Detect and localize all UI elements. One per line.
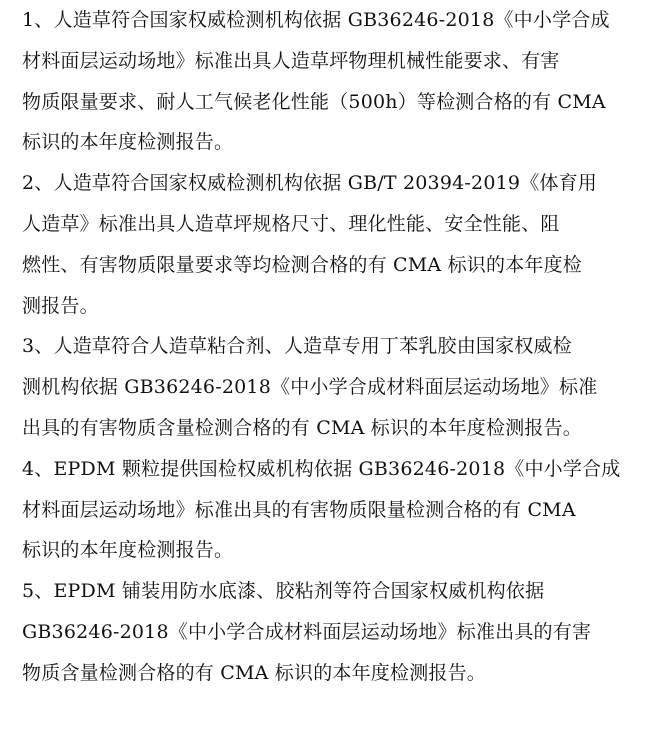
requirement-item-4 xyxy=(22,449,632,571)
text-line: 材料面层运动场地》标准出具的有害物质限量检测合格的有 CMA xyxy=(22,498,576,521)
text-line: 测机构依据 GB36246-2018《中小学合成材料面层运动场地》标准 xyxy=(22,376,598,399)
text-line: 2、人造草符合国家权威检测机构依据 GB/T 20394-2019《体育用 xyxy=(22,172,597,195)
requirement-item-1 xyxy=(22,0,632,163)
requirement-item-2 xyxy=(22,163,632,326)
text-line: GB36246-2018《中小学合成材料面层运动场地》标准出具的有害 xyxy=(22,620,592,643)
requirement-item-3 xyxy=(22,326,632,448)
text-line: 出具的有害物质含量检测合格的有 CMA 标识的本年度检测报告。 xyxy=(22,416,582,439)
requirement-item-5 xyxy=(22,571,632,693)
text-line: 4、EPDM 颗粒提供国检权威机构依据 GB36246-2018《中小学合成 xyxy=(22,457,621,480)
text-line: 标识的本年度检测报告。 xyxy=(22,131,234,154)
text-line: 燃性、有害物质限量要求等均检测合格的有 CMA 标识的本年度检 xyxy=(22,253,582,276)
text-line: 测报告。 xyxy=(22,294,99,317)
text-line: 5、EPDM 铺装用防水底漆、胶粘剂等符合国家权威机构依据 xyxy=(22,580,545,603)
text-line: 人造草》标准出具人造草坪规格尺寸、理化性能、安全性能、阻 xyxy=(22,212,560,235)
text-line: 3、人造草符合人造草粘合剂、人造草专用丁苯乳胶由国家权威检 xyxy=(22,335,572,358)
text-line: 材料面层运动场地》标准出具人造草坪物理机械性能要求、有害 xyxy=(22,49,560,72)
text-line: 标识的本年度检测报告。 xyxy=(22,539,234,562)
text-line: 1、人造草符合国家权威检测机构依据 GB36246-2018《中小学合成 xyxy=(22,9,610,31)
text-line: 物质限量要求、耐人工气候老化性能（500h）等检测合格的有 CMA xyxy=(22,90,606,113)
text-line: 物质含量检测合格的有 CMA 标识的本年度检测报告。 xyxy=(22,661,486,684)
